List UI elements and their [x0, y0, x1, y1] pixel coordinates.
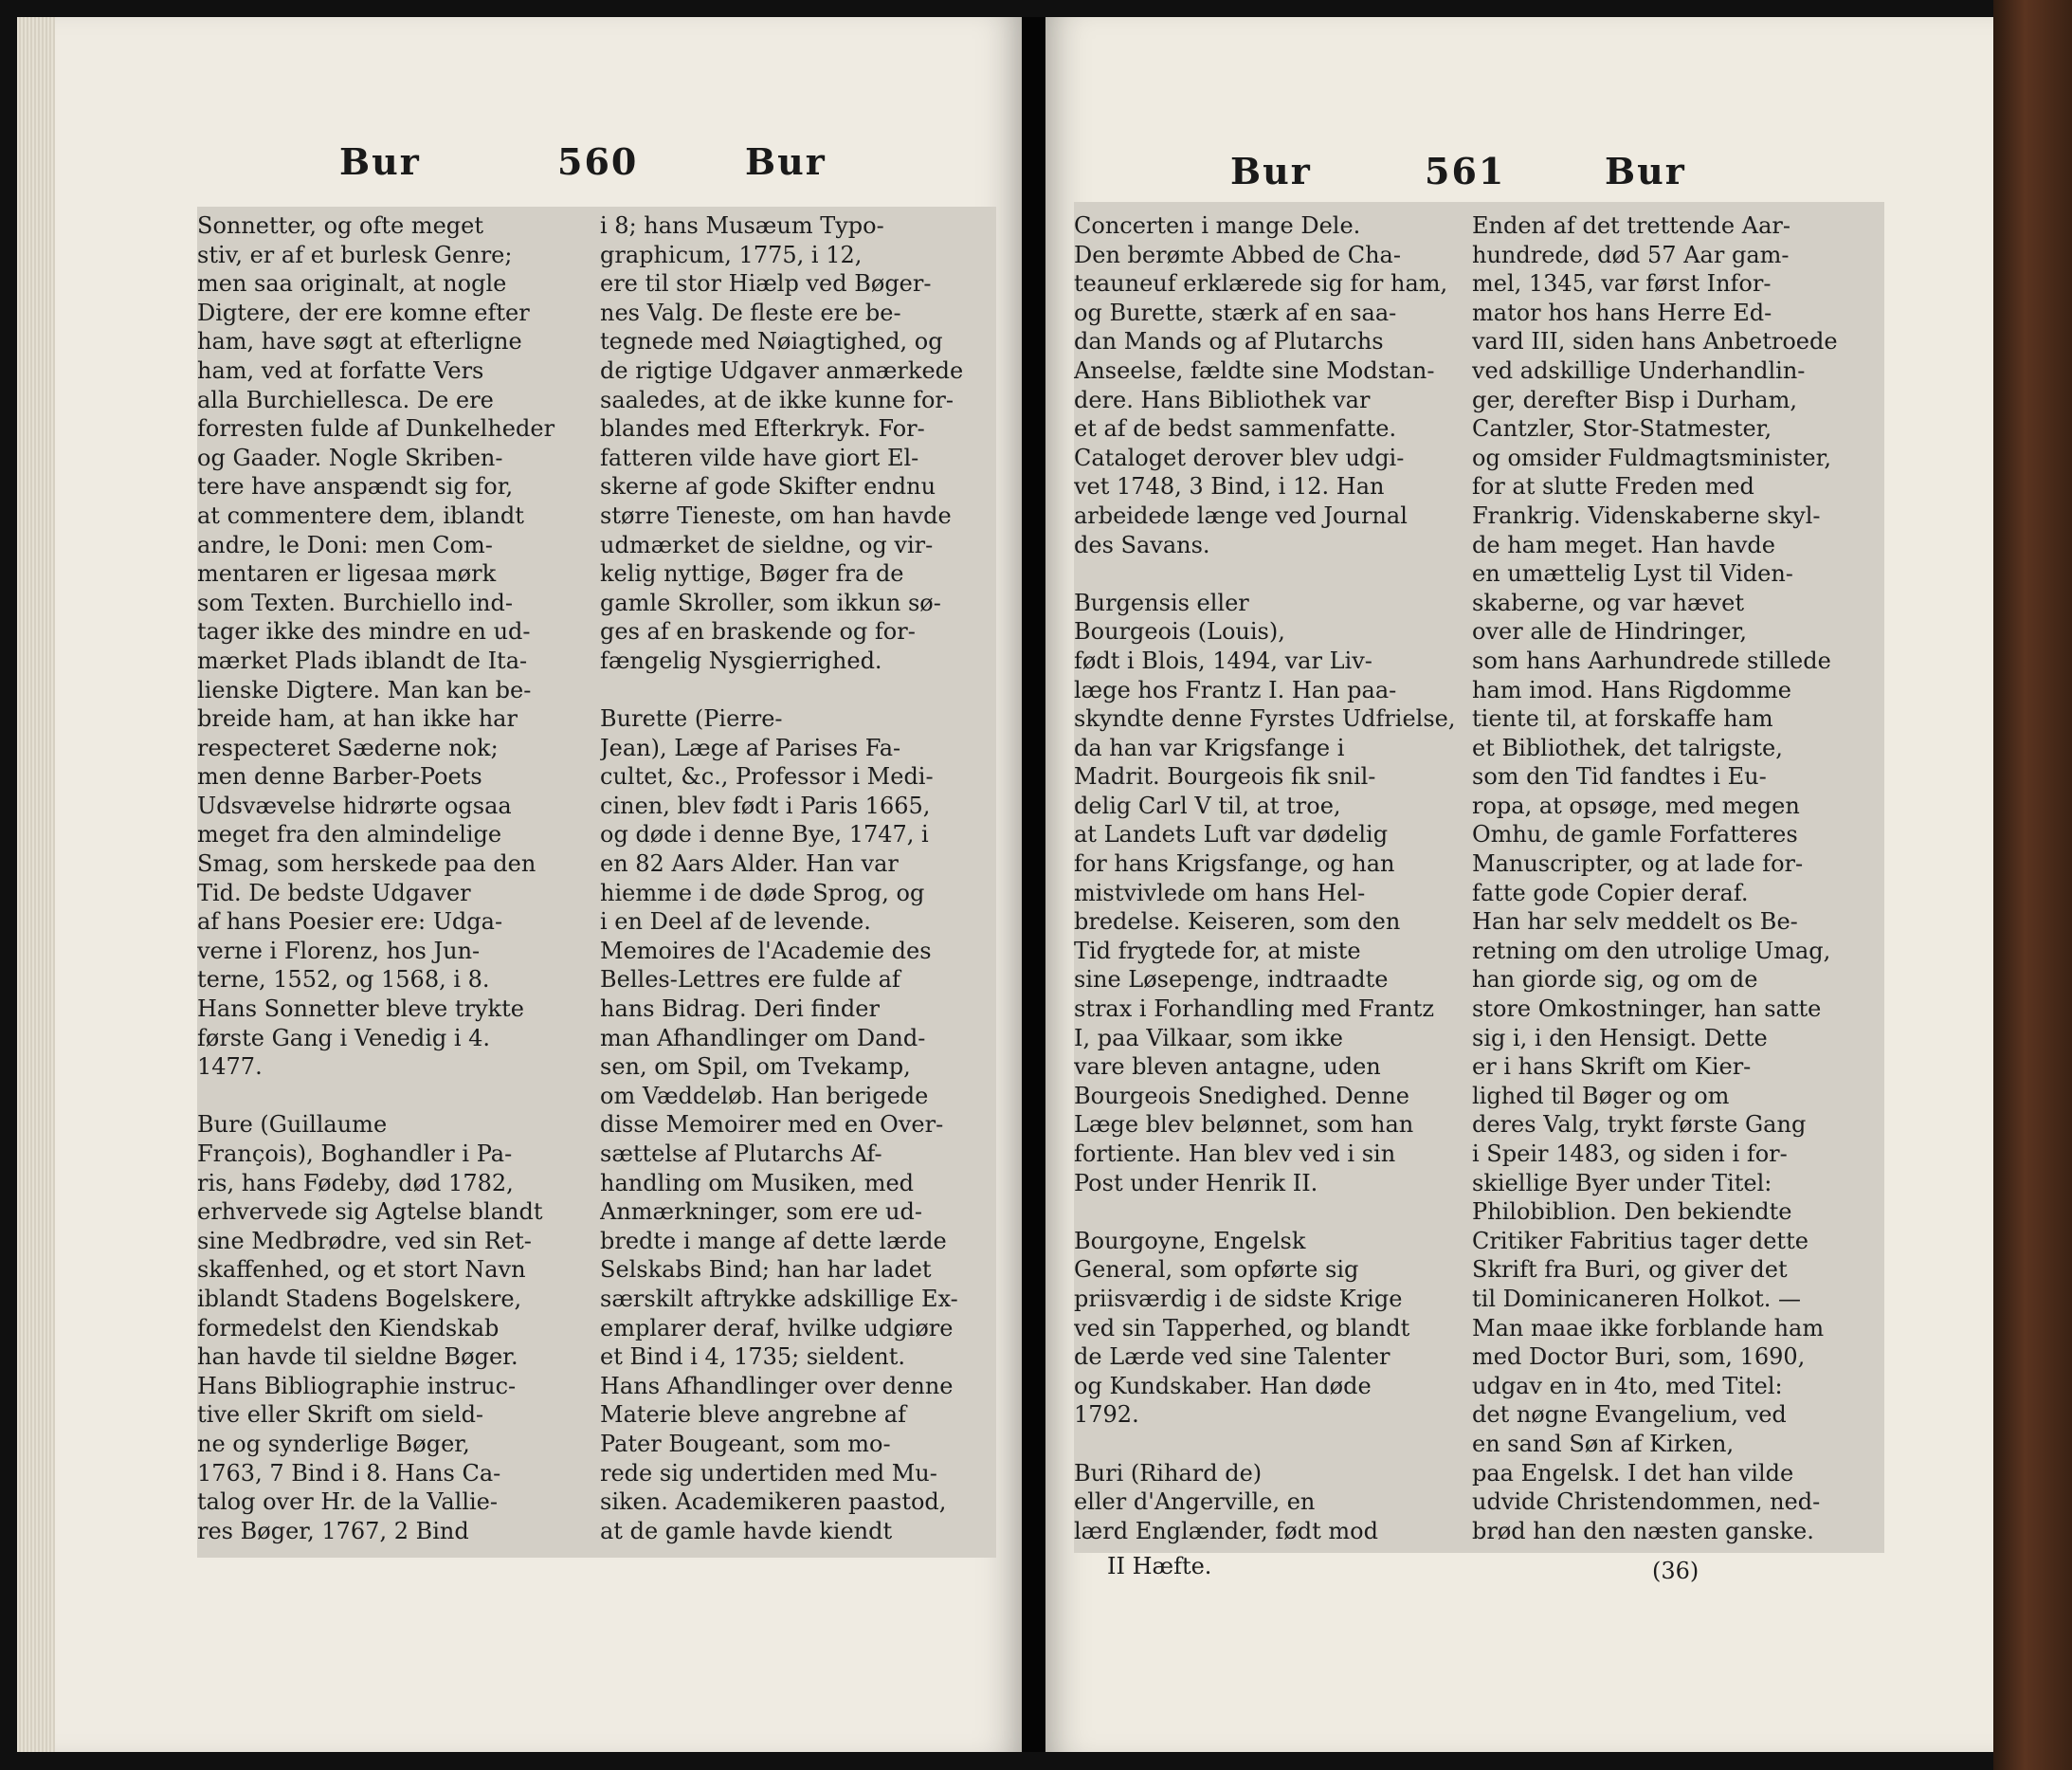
text-line: Buri (Rihard de): [1074, 1459, 1263, 1487]
text-line: første Gang i Venedig i 4.: [197, 1024, 491, 1051]
text-line: Læge blev belønnet, som han: [1074, 1111, 1414, 1139]
text-line: for at slutte Freden med: [1472, 473, 1754, 501]
text-line: ropa, at opsøge, med megen: [1472, 792, 1800, 819]
text-line: Cantzler, Stor-Statmester,: [1472, 415, 1772, 443]
text-line: saaledes, at de ikke kunne for-: [600, 386, 954, 413]
text-line: tager ikke des mindre en ud-: [197, 618, 531, 646]
text-line: emplarer deraf, hvilke udgiøre: [600, 1314, 954, 1341]
text-line: født i Blois, 1494, var Liv-: [1074, 647, 1372, 674]
text-line: som Texten. Burchiello ind-: [197, 589, 513, 616]
text-line: breide ham, at han ikke har: [197, 705, 518, 733]
text-line: i Speir 1483, og siden i for-: [1472, 1140, 1788, 1167]
text-line: cultet, &c., Professor i Medi-: [600, 763, 934, 791]
text-line: det nøgne Evangelium, ved: [1472, 1401, 1787, 1429]
text-line: bredelse. Keiseren, som den: [1074, 908, 1401, 936]
text-line: over alle de Hindringer,: [1472, 618, 1748, 646]
text-line: Selskabs Bind; han har ladet: [600, 1256, 932, 1284]
text-line: Anmærkninger, som ere ud-: [600, 1198, 922, 1226]
header-right-word: Bur: [1605, 150, 1686, 192]
text-line: stiv, er af et burlesk Genre;: [197, 241, 513, 268]
text-line: de ham meget. Han havde: [1472, 531, 1775, 558]
text-line: Bourgoyne, Engelsk: [1074, 1227, 1306, 1254]
text-line: ham, ved at forfatte Vers: [197, 356, 484, 384]
text-line: [600, 676, 989, 705]
text-line: sine Medbrødre, ved sin Ret-: [197, 1227, 532, 1254]
text-line: tive eller Skrift om sield-: [197, 1401, 484, 1429]
text-line: strax i Forhandling med Frantz: [1074, 995, 1434, 1023]
text-line: i en Deel af de levende.: [600, 908, 871, 936]
text-line: store Omkostninger, han satte: [1472, 995, 1822, 1023]
text-line: Man maae ikke forblande ham: [1472, 1314, 1825, 1341]
text-line: hiemme i de døde Sprog, og: [600, 879, 925, 906]
text-line: Tid frygtede for, at miste: [1074, 937, 1361, 964]
text-line: Jean), Læge af Parises Fa-: [600, 734, 901, 761]
text-line: sen, om Spil, om Tvekamp,: [600, 1053, 911, 1081]
text-line: Enden af det trettende Aar-: [1472, 212, 1790, 239]
text-line: siken. Academikeren paastod,: [600, 1488, 947, 1516]
book-spine-gutter: [1022, 17, 1045, 1752]
text-line: skerne af gode Skifter endnu: [600, 473, 936, 501]
left-page-column-2: [600, 211, 989, 1545]
text-line: mator hos hans Herre Ed-: [1472, 299, 1772, 326]
text-line: François), Boghandler i Pa-: [197, 1140, 513, 1167]
text-line: vard III, siden hans Anbetroede: [1472, 328, 1838, 356]
text-line: og Gaader. Nogle Skriben-: [197, 444, 503, 471]
footer-signature: II Hæfte.: [1107, 1553, 1212, 1579]
page-number: 561: [1425, 150, 1506, 192]
text-line: talog over Hr. de la Vallie-: [197, 1488, 498, 1516]
text-line: Concerten i mange Dele.: [1074, 212, 1361, 239]
text-line: respecteret Sæderne nok;: [197, 734, 499, 761]
text-line: han giorde sig, og om de: [1472, 966, 1758, 994]
text-line: udgav en in 4to, med Titel:: [1472, 1372, 1783, 1399]
text-line: Memoires de l'Academie des: [600, 937, 932, 964]
text-line: skaberne, og var hævet: [1472, 589, 1744, 616]
footer-sheet-number: (36): [1652, 1558, 1699, 1584]
text-line: vare bleven antagne, uden: [1074, 1053, 1381, 1081]
text-line: nes Valg. De fleste ere be-: [600, 299, 901, 326]
text-line: Sonnetter, og ofte meget: [197, 212, 484, 239]
text-line: ham imod. Hans Rigdomme: [1472, 676, 1791, 703]
header-right-word: Bur: [745, 140, 827, 183]
text-line: Pater Bougeant, som mo-: [600, 1430, 891, 1457]
text-line: at commentere dem, iblandt: [197, 502, 524, 529]
text-line: formedelst den Kiendskab: [197, 1314, 500, 1341]
text-line: fatteren vilde have giort El-: [600, 444, 919, 471]
text-line: en 82 Aars Alder. Han var: [600, 850, 899, 878]
text-line: Burgensis eller: [1074, 589, 1249, 616]
text-line: Bourgeois (Louis),: [1074, 618, 1285, 646]
text-line: et Bind i 4, 1735; sieldent.: [600, 1343, 906, 1371]
text-line: Omhu, de gamle Forfatteres: [1472, 821, 1798, 849]
text-line: Post under Henrik II.: [1074, 1169, 1318, 1196]
text-line: meget fra den almindelige: [197, 821, 502, 849]
text-line: større Tieneste, om han havde: [600, 502, 952, 529]
text-line: graphicum, 1775, i 12,: [600, 241, 863, 268]
right-page: [1045, 17, 1993, 1752]
text-line: skyndte denne Fyrstes Udfrielse,: [1074, 705, 1456, 733]
text-line: I, paa Vilkaar, som ikke: [1074, 1024, 1343, 1051]
text-line: ere til stor Hiælp ved Bøger-: [600, 270, 932, 298]
header-left-word: Bur: [1230, 150, 1312, 192]
text-line: i 8; hans Musæum Typo-: [600, 212, 884, 239]
text-line: at Landets Luft var dødelig: [1074, 821, 1389, 849]
text-line: lærd Englænder, født mod: [1074, 1517, 1378, 1544]
text-line: lienske Digtere. Man kan be-: [197, 676, 532, 703]
text-line: for hans Krigsfange, og han: [1074, 850, 1395, 878]
text-line: General, som opførte sig: [1074, 1256, 1359, 1284]
page-number: 560: [557, 140, 639, 183]
text-line: Burette (Pierre-: [600, 705, 783, 733]
text-line: fatte gode Copier deraf.: [1472, 879, 1749, 906]
text-line: ges af en braskende og for-: [600, 618, 916, 646]
text-line: brød han den næsten ganske.: [1472, 1517, 1814, 1544]
right-page-column-1: [1074, 211, 1472, 1545]
text-line: Critiker Fabritius tager dette: [1472, 1227, 1808, 1254]
text-line: cinen, blev født i Paris 1665,: [600, 792, 931, 819]
text-line: Hans Sonnetter bleve trykte: [197, 995, 524, 1023]
text-line: læge hos Frantz I. Han paa-: [1074, 676, 1397, 703]
text-line: blandes med Efterkryk. For-: [600, 415, 925, 443]
header-left-word: Bur: [339, 140, 421, 183]
text-line: om Væddeløb. Han berigede: [600, 1082, 929, 1109]
text-line: de Lærde ved sine Talenter: [1074, 1343, 1390, 1371]
text-line: 1763, 7 Bind i 8. Hans Ca-: [197, 1459, 501, 1487]
text-line: paa Engelsk. I det han vilde: [1472, 1459, 1794, 1487]
text-line: Madrit. Bourgeois fik snil-: [1074, 763, 1376, 791]
text-line: af hans Poesier ere: Udga-: [197, 908, 503, 936]
text-line: sig i, i den Hensigt. Dette: [1472, 1024, 1768, 1051]
text-line: Hans Bibliographie instruc-: [197, 1372, 517, 1399]
text-line: priisværdig i de sidste Krige: [1074, 1285, 1403, 1312]
text-line: mel, 1345, var først Infor-: [1472, 270, 1772, 298]
text-line: ger, derefter Bisp i Durham,: [1472, 386, 1797, 413]
text-line: en sand Søn af Kirken,: [1472, 1430, 1735, 1457]
text-line: des Savans.: [1074, 531, 1210, 558]
text-line: Bourgeois Snedighed. Denne: [1074, 1082, 1409, 1109]
text-line: med Doctor Buri, som, 1690,: [1472, 1343, 1806, 1371]
text-line: Materie bleve angrebne af: [600, 1401, 906, 1429]
right-page-column-2: [1472, 211, 1880, 1545]
text-line: Frankrig. Videnskaberne skyl-: [1472, 502, 1821, 529]
text-line: fortiente. Han blev ved i sin: [1074, 1140, 1396, 1167]
text-line: Philobiblion. Den bekiendte: [1472, 1198, 1792, 1226]
text-line: disse Memoirer med en Over-: [600, 1111, 944, 1139]
page-stack-edges: [17, 17, 55, 1752]
text-line: udvide Christendommen, ned-: [1472, 1488, 1821, 1516]
text-line: særskilt aftrykke adskillige Ex-: [600, 1285, 958, 1312]
text-line: teauneuf erklærede sig for ham,: [1074, 270, 1448, 298]
text-line: dan Mands og af Plutarchs: [1074, 328, 1384, 356]
text-line: men denne Barber-Poets: [197, 763, 482, 791]
text-line: Cataloget derover blev udgi-: [1074, 444, 1405, 471]
text-line: lighed til Bøger og om: [1472, 1082, 1730, 1109]
text-line: vet 1748, 3 Bind, i 12. Han: [1074, 473, 1385, 501]
text-line: [1074, 1430, 1472, 1459]
text-line: en umættelig Lyst til Viden-: [1472, 560, 1793, 588]
text-line: ved sin Tapperhed, og blandt: [1074, 1314, 1410, 1341]
text-line: mentaren er ligesaa mørk: [197, 560, 497, 588]
text-line: hundrede, død 57 Aar gam-: [1472, 241, 1790, 268]
text-line: sættelse af Plutarchs Af-: [600, 1140, 882, 1167]
text-line: er i hans Skrift om Kier-: [1472, 1053, 1752, 1081]
text-line: [1074, 559, 1472, 589]
left-page: [17, 17, 1022, 1752]
text-line: erhvervede sig Agtelse blandt: [197, 1198, 543, 1226]
text-line: rede sig undertiden med Mu-: [600, 1459, 937, 1487]
text-line: Smag, som herskede paa den: [197, 850, 536, 878]
text-line: skiellige Byer under Titel:: [1472, 1169, 1772, 1196]
text-line: forresten fulde af Dunkelheder: [197, 415, 555, 443]
text-line: sine Løsepenge, indtraadte: [1074, 966, 1389, 994]
text-line: gamle Skroller, som ikkun sø-: [600, 589, 941, 616]
text-line: man Afhandlinger om Dand-: [600, 1024, 926, 1051]
text-line: og omsider Fuldmagtsminister,: [1472, 444, 1832, 471]
text-line: og døde i denne Bye, 1747, i: [600, 821, 929, 849]
text-line: Udsvævelse hidrørte ogsaa: [197, 792, 512, 819]
text-line: res Bøger, 1767, 2 Bind: [197, 1517, 469, 1544]
text-line: deres Valg, trykt første Gang: [1472, 1111, 1807, 1139]
left-page-column-1: [197, 211, 586, 1545]
text-line: men saa originalt, at nogle: [197, 270, 507, 298]
book-cover-edge: [1993, 0, 2072, 1770]
text-line: Manuscripter, og at lade for-: [1472, 850, 1804, 878]
text-line: som hans Aarhundrede stillede: [1472, 647, 1831, 674]
text-line: hans Bidrag. Deri finder: [600, 995, 880, 1023]
text-line: arbeidede længe ved Journal: [1074, 502, 1408, 529]
text-line: et Bibliothek, det talrigste,: [1472, 734, 1783, 761]
text-line: mærket Plads iblandt de Ita-: [197, 647, 528, 674]
text-line: [197, 1082, 586, 1111]
text-line: og Kundskaber. Han døde: [1074, 1372, 1372, 1399]
text-line: han havde til sieldne Bøger.: [197, 1343, 518, 1371]
text-line: til Dominicaneren Holkot. —: [1472, 1285, 1802, 1312]
text-line: 1792.: [1074, 1401, 1139, 1429]
text-line: 1477.: [197, 1053, 263, 1081]
text-line: tere have anspændt sig for,: [197, 473, 514, 501]
text-line: de rigtige Udgaver anmærkede: [600, 356, 964, 384]
text-line: Anseelse, fældte sine Modstan-: [1074, 356, 1435, 384]
text-line: iblandt Stadens Bogelskere,: [197, 1285, 522, 1312]
text-line: ved adskillige Underhandlin-: [1472, 356, 1806, 384]
text-line: [1074, 1197, 1472, 1227]
text-line: udmærket de sieldne, og vir-: [600, 531, 934, 558]
text-line: som den Tid fandtes i Eu-: [1472, 763, 1767, 791]
text-line: alla Burchiellesca. De ere: [197, 386, 494, 413]
text-line: verne i Florenz, hos Jun-: [197, 937, 481, 964]
text-line: Tid. De bedste Udgaver: [197, 879, 471, 906]
text-line: tegnede med Nøiagtighed, og: [600, 328, 943, 356]
text-line: skaffenhed, og et stort Navn: [197, 1256, 526, 1284]
text-line: mistvivlede om hans Hel-: [1074, 879, 1366, 906]
text-line: Han har selv meddelt os Be-: [1472, 908, 1798, 936]
text-line: fængelig Nysgierrighed.: [600, 647, 882, 674]
text-line: og Burette, stærk af en saa-: [1074, 299, 1397, 326]
text-line: dere. Hans Bibliothek var: [1074, 386, 1371, 413]
text-line: Hans Afhandlinger over denne: [600, 1372, 954, 1399]
text-line: eller d'Angerville, en: [1074, 1488, 1316, 1516]
text-line: at de gamle havde kiendt: [600, 1517, 893, 1544]
text-line: kelig nyttige, Bøger fra de: [600, 560, 904, 588]
text-line: delig Carl V til, at troe,: [1074, 792, 1341, 819]
text-line: bredte i mange af dette lærde: [600, 1227, 947, 1254]
text-line: ham, have søgt at efterligne: [197, 328, 522, 356]
text-line: Skrift fra Buri, og giver det: [1472, 1256, 1788, 1284]
text-line: Den berømte Abbed de Cha-: [1074, 241, 1401, 268]
text-line: retning om den utrolige Umag,: [1472, 937, 1831, 964]
text-line: andre, le Doni: men Com-: [197, 531, 493, 558]
text-line: da han var Krigsfange i: [1074, 734, 1345, 761]
text-line: Bure (Guillaume: [197, 1111, 388, 1139]
text-line: handling om Musiken, med: [600, 1169, 915, 1196]
text-line: ris, hans Fødeby, død 1782,: [197, 1169, 514, 1196]
text-line: Digtere, der ere komne efter: [197, 299, 530, 326]
text-line: Belles-Lettres ere fulde af: [600, 966, 900, 994]
text-line: terne, 1552, og 1568, i 8.: [197, 966, 490, 994]
text-line: tiente til, at forskaffe ham: [1472, 705, 1773, 733]
text-line: et af de bedst sammenfatte.: [1074, 415, 1397, 443]
text-line: ne og synderlige Bøger,: [197, 1430, 470, 1457]
